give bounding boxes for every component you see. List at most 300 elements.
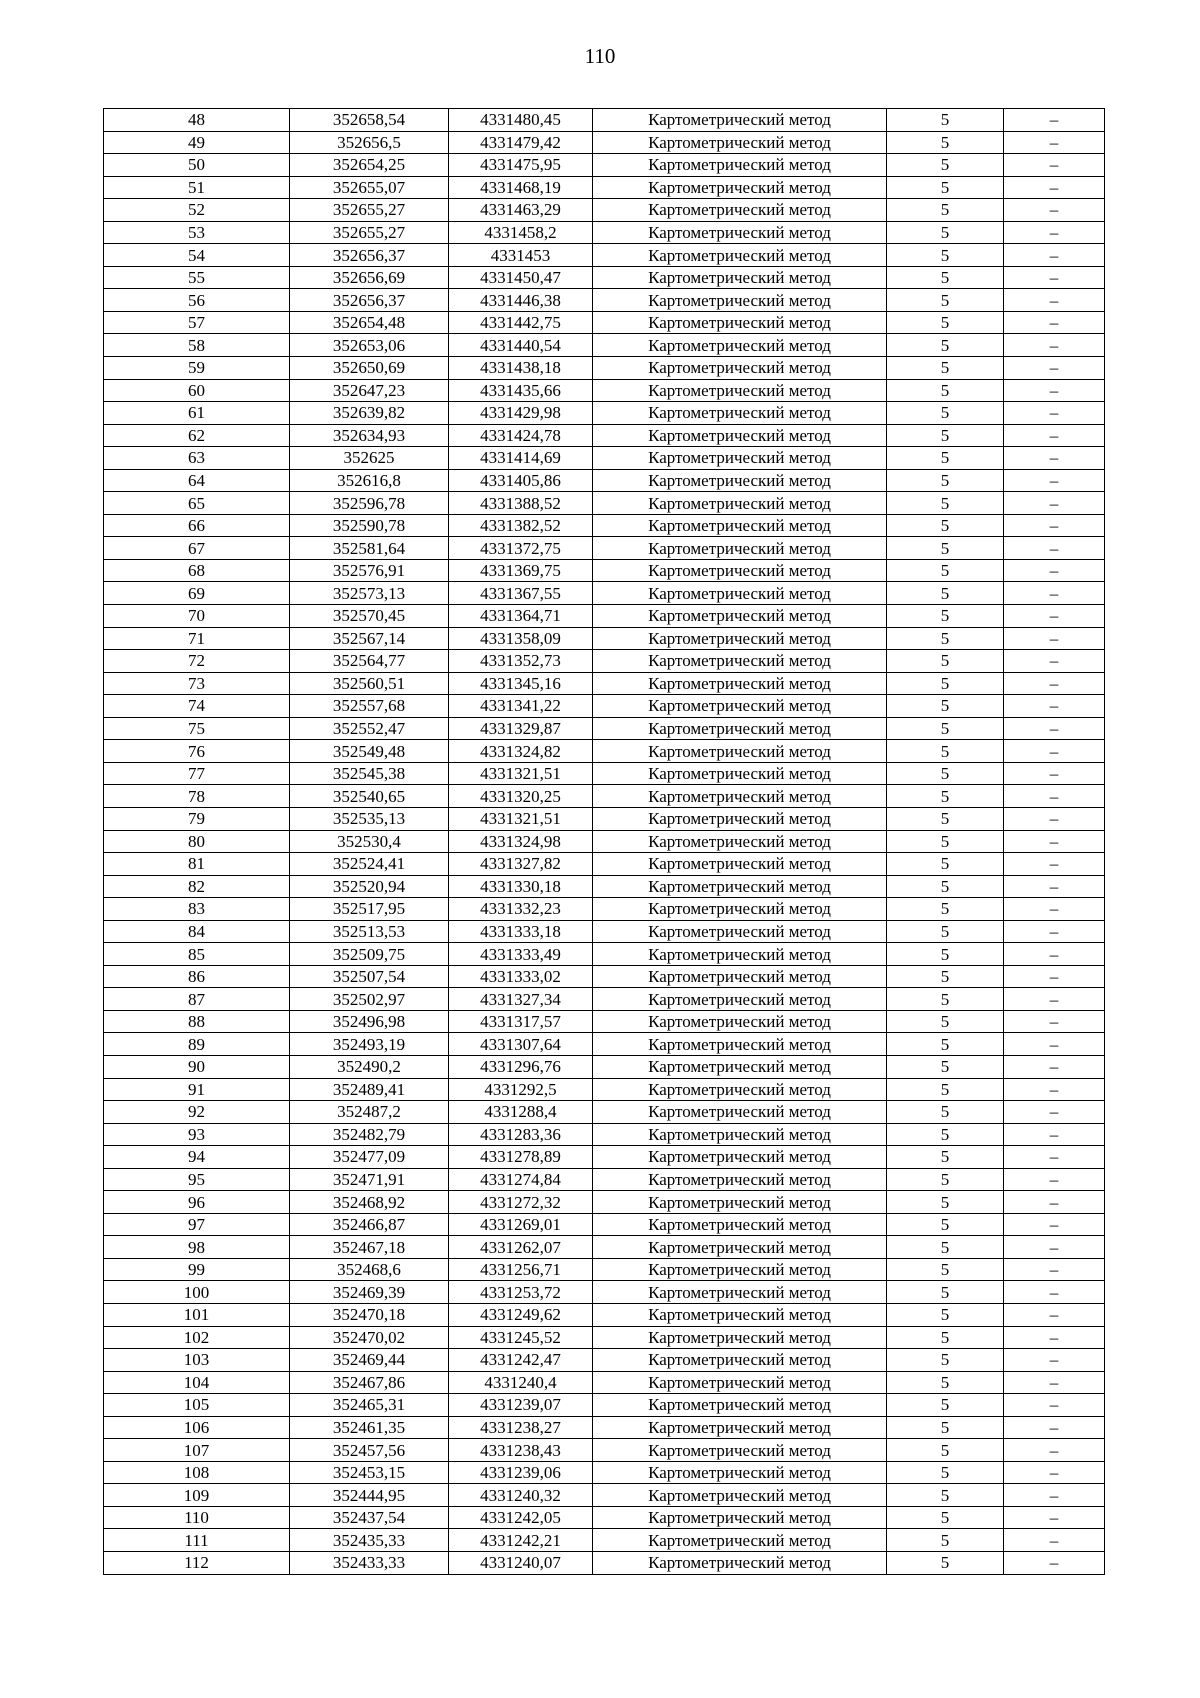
description-cell: –: [1004, 289, 1105, 312]
description-cell: –: [1004, 830, 1105, 853]
y-coordinate-cell: 4331468,19: [449, 176, 593, 199]
description-cell: –: [1004, 672, 1105, 695]
x-coordinate-cell: 352477,09: [290, 1146, 449, 1169]
x-coordinate-cell: 352560,51: [290, 672, 449, 695]
table-row: [104, 334, 1105, 357]
point-number-cell: 88: [104, 1010, 290, 1033]
y-coordinate-cell: 4331317,57: [449, 1010, 593, 1033]
accuracy-cell: 5: [887, 537, 1004, 560]
point-number-cell: 55: [104, 266, 290, 289]
point-number-cell: 63: [104, 447, 290, 470]
point-number-cell: 82: [104, 875, 290, 898]
method-cell: Картометрический метод: [593, 830, 887, 853]
y-coordinate-cell: 4331369,75: [449, 559, 593, 582]
x-coordinate-cell: 352655,07: [290, 176, 449, 199]
accuracy-cell: 5: [887, 672, 1004, 695]
accuracy-cell: 5: [887, 1101, 1004, 1124]
table-row: [104, 266, 1105, 289]
method-cell: Картометрический метод: [593, 605, 887, 628]
accuracy-cell: 5: [887, 1529, 1004, 1552]
y-coordinate-cell: 4331479,42: [449, 131, 593, 154]
x-coordinate-cell: 352468,6: [290, 1258, 449, 1281]
table-body: [104, 109, 1105, 1575]
x-coordinate-cell: 352470,02: [290, 1326, 449, 1349]
x-coordinate-cell: 352650,69: [290, 357, 449, 380]
method-cell: Картометрический метод: [593, 379, 887, 402]
x-coordinate-cell: 352517,95: [290, 898, 449, 921]
y-coordinate-cell: 4331405,86: [449, 469, 593, 492]
table-row: [104, 1394, 1105, 1417]
method-cell: Картометрический метод: [593, 1506, 887, 1529]
accuracy-cell: 5: [887, 605, 1004, 628]
method-cell: Картометрический метод: [593, 943, 887, 966]
description-cell: –: [1004, 785, 1105, 808]
table-row: [104, 1101, 1105, 1124]
method-cell: Картометрический метод: [593, 627, 887, 650]
table-row: [104, 1146, 1105, 1169]
method-cell: Картометрический метод: [593, 537, 887, 560]
x-coordinate-cell: 352469,39: [290, 1281, 449, 1304]
x-coordinate-cell: 352545,38: [290, 762, 449, 785]
x-coordinate-cell: 352444,95: [290, 1484, 449, 1507]
description-cell: –: [1004, 1213, 1105, 1236]
table-row: [104, 1055, 1105, 1078]
description-cell: –: [1004, 447, 1105, 470]
description-cell: –: [1004, 311, 1105, 334]
method-cell: Картометрический метод: [593, 1213, 887, 1236]
x-coordinate-cell: 352435,33: [290, 1529, 449, 1552]
method-cell: Картометрический метод: [593, 469, 887, 492]
x-coordinate-cell: 352549,48: [290, 740, 449, 763]
x-coordinate-cell: 352465,31: [290, 1394, 449, 1417]
x-coordinate-cell: 352470,18: [290, 1303, 449, 1326]
method-cell: Картометрический метод: [593, 1055, 887, 1078]
point-number-cell: 53: [104, 221, 290, 244]
description-cell: –: [1004, 1394, 1105, 1417]
accuracy-cell: 5: [887, 717, 1004, 740]
description-cell: –: [1004, 402, 1105, 425]
description-cell: –: [1004, 1055, 1105, 1078]
y-coordinate-cell: 4331274,84: [449, 1168, 593, 1191]
accuracy-cell: 5: [887, 311, 1004, 334]
method-cell: Картометрический метод: [593, 1236, 887, 1259]
accuracy-cell: 5: [887, 492, 1004, 515]
y-coordinate-cell: 4331320,25: [449, 785, 593, 808]
table-row: [104, 1461, 1105, 1484]
point-number-cell: 72: [104, 650, 290, 673]
method-cell: Картометрический метод: [593, 1191, 887, 1214]
accuracy-cell: 5: [887, 1303, 1004, 1326]
y-coordinate-cell: 4331358,09: [449, 627, 593, 650]
method-cell: Картометрический метод: [593, 650, 887, 673]
x-coordinate-cell: 352509,75: [290, 943, 449, 966]
x-coordinate-cell: 352634,93: [290, 424, 449, 447]
table-row: [104, 1506, 1105, 1529]
description-cell: –: [1004, 1168, 1105, 1191]
y-coordinate-cell: 4331240,07: [449, 1552, 593, 1575]
y-coordinate-cell: 4331242,05: [449, 1506, 593, 1529]
x-coordinate-cell: 352433,33: [290, 1552, 449, 1575]
point-number-cell: 64: [104, 469, 290, 492]
table-row: [104, 154, 1105, 177]
y-coordinate-cell: 4331242,47: [449, 1349, 593, 1372]
table-row: [104, 582, 1105, 605]
method-cell: Картометрический метод: [593, 1349, 887, 1372]
x-coordinate-cell: 352655,27: [290, 221, 449, 244]
point-number-cell: 102: [104, 1326, 290, 1349]
description-cell: –: [1004, 154, 1105, 177]
table-row: [104, 447, 1105, 470]
x-coordinate-cell: 352639,82: [290, 402, 449, 425]
method-cell: Картометрический метод: [593, 357, 887, 380]
table-row: [104, 1484, 1105, 1507]
y-coordinate-cell: 4331458,2: [449, 221, 593, 244]
y-coordinate-cell: 4331240,4: [449, 1371, 593, 1394]
method-cell: Картометрический метод: [593, 582, 887, 605]
point-number-cell: 51: [104, 176, 290, 199]
x-coordinate-cell: 352557,68: [290, 695, 449, 718]
method-cell: Картометрический метод: [593, 131, 887, 154]
x-coordinate-cell: 352596,78: [290, 492, 449, 515]
method-cell: Картометрический метод: [593, 559, 887, 582]
x-coordinate-cell: 352581,64: [290, 537, 449, 560]
point-number-cell: 71: [104, 627, 290, 650]
accuracy-cell: 5: [887, 875, 1004, 898]
x-coordinate-cell: 352524,41: [290, 853, 449, 876]
description-cell: –: [1004, 176, 1105, 199]
table-row: [104, 605, 1105, 628]
method-cell: Картометрический метод: [593, 1371, 887, 1394]
method-cell: Картометрический метод: [593, 199, 887, 222]
description-cell: –: [1004, 1123, 1105, 1146]
method-cell: Картометрический метод: [593, 244, 887, 267]
point-number-cell: 79: [104, 807, 290, 830]
table-row: [104, 199, 1105, 222]
y-coordinate-cell: 4331327,82: [449, 853, 593, 876]
x-coordinate-cell: 352625: [290, 447, 449, 470]
accuracy-cell: 5: [887, 176, 1004, 199]
table-row: [104, 131, 1105, 154]
accuracy-cell: 5: [887, 807, 1004, 830]
accuracy-cell: 5: [887, 1506, 1004, 1529]
x-coordinate-cell: 352573,13: [290, 582, 449, 605]
accuracy-cell: 5: [887, 853, 1004, 876]
x-coordinate-cell: 352653,06: [290, 334, 449, 357]
point-number-cell: 108: [104, 1461, 290, 1484]
accuracy-cell: 5: [887, 1326, 1004, 1349]
point-number-cell: 78: [104, 785, 290, 808]
x-coordinate-cell: 352647,23: [290, 379, 449, 402]
table-row: [104, 943, 1105, 966]
y-coordinate-cell: 4331333,02: [449, 965, 593, 988]
x-coordinate-cell: 352564,77: [290, 650, 449, 673]
point-number-cell: 104: [104, 1371, 290, 1394]
accuracy-cell: 5: [887, 221, 1004, 244]
point-number-cell: 95: [104, 1168, 290, 1191]
accuracy-cell: 5: [887, 1236, 1004, 1259]
y-coordinate-cell: 4331238,27: [449, 1416, 593, 1439]
point-number-cell: 98: [104, 1236, 290, 1259]
method-cell: Картометрический метод: [593, 898, 887, 921]
y-coordinate-cell: 4331283,36: [449, 1123, 593, 1146]
table-row: [104, 176, 1105, 199]
point-number-cell: 103: [104, 1349, 290, 1372]
table-row: [104, 424, 1105, 447]
description-cell: –: [1004, 1461, 1105, 1484]
y-coordinate-cell: 4331296,76: [449, 1055, 593, 1078]
description-cell: –: [1004, 1439, 1105, 1462]
description-cell: –: [1004, 424, 1105, 447]
point-number-cell: 61: [104, 402, 290, 425]
method-cell: Картометрический метод: [593, 1484, 887, 1507]
y-coordinate-cell: 4331367,55: [449, 582, 593, 605]
accuracy-cell: 5: [887, 514, 1004, 537]
method-cell: Картометрический метод: [593, 875, 887, 898]
method-cell: Картометрический метод: [593, 807, 887, 830]
table-row: [104, 379, 1105, 402]
x-coordinate-cell: 352489,41: [290, 1078, 449, 1101]
table-row: [104, 289, 1105, 312]
table-row: [104, 672, 1105, 695]
y-coordinate-cell: 4331414,69: [449, 447, 593, 470]
description-cell: –: [1004, 1326, 1105, 1349]
x-coordinate-cell: 352656,5: [290, 131, 449, 154]
y-coordinate-cell: 4331333,18: [449, 920, 593, 943]
point-number-cell: 74: [104, 695, 290, 718]
accuracy-cell: 5: [887, 695, 1004, 718]
x-coordinate-cell: 352513,53: [290, 920, 449, 943]
table-row: [104, 717, 1105, 740]
table-row: [104, 1078, 1105, 1101]
x-coordinate-cell: 352570,45: [290, 605, 449, 628]
y-coordinate-cell: 4331238,43: [449, 1439, 593, 1462]
accuracy-cell: 5: [887, 898, 1004, 921]
point-number-cell: 60: [104, 379, 290, 402]
y-coordinate-cell: 4331278,89: [449, 1146, 593, 1169]
table-row: [104, 1168, 1105, 1191]
method-cell: Картометрический метод: [593, 717, 887, 740]
point-number-cell: 106: [104, 1416, 290, 1439]
method-cell: Картометрический метод: [593, 289, 887, 312]
y-coordinate-cell: 4331327,34: [449, 988, 593, 1011]
method-cell: Картометрический метод: [593, 785, 887, 808]
table-row: [104, 1303, 1105, 1326]
point-number-cell: 52: [104, 199, 290, 222]
accuracy-cell: 5: [887, 988, 1004, 1011]
y-coordinate-cell: 4331253,72: [449, 1281, 593, 1304]
description-cell: –: [1004, 853, 1105, 876]
y-coordinate-cell: 4331372,75: [449, 537, 593, 560]
table-row: [104, 1349, 1105, 1372]
point-number-cell: 68: [104, 559, 290, 582]
description-cell: –: [1004, 221, 1105, 244]
x-coordinate-cell: 352656,69: [290, 266, 449, 289]
y-coordinate-cell: 4331438,18: [449, 357, 593, 380]
method-cell: Картометрический метод: [593, 1010, 887, 1033]
description-cell: –: [1004, 943, 1105, 966]
y-coordinate-cell: 4331239,06: [449, 1461, 593, 1484]
table-row: [104, 492, 1105, 515]
table-row: [104, 627, 1105, 650]
accuracy-cell: 5: [887, 830, 1004, 853]
x-coordinate-cell: 352540,65: [290, 785, 449, 808]
method-cell: Картометрический метод: [593, 1168, 887, 1191]
table-row: [104, 1258, 1105, 1281]
x-coordinate-cell: 352437,54: [290, 1506, 449, 1529]
point-number-cell: 83: [104, 898, 290, 921]
table-row: [104, 244, 1105, 267]
description-cell: –: [1004, 266, 1105, 289]
point-number-cell: 75: [104, 717, 290, 740]
table-row: [104, 695, 1105, 718]
description-cell: –: [1004, 898, 1105, 921]
method-cell: Картометрический метод: [593, 221, 887, 244]
accuracy-cell: 5: [887, 1146, 1004, 1169]
description-cell: –: [1004, 1146, 1105, 1169]
description-cell: –: [1004, 244, 1105, 267]
y-coordinate-cell: 4331239,07: [449, 1394, 593, 1417]
y-coordinate-cell: 4331345,16: [449, 672, 593, 695]
description-cell: –: [1004, 537, 1105, 560]
table-row: [104, 875, 1105, 898]
description-cell: –: [1004, 1010, 1105, 1033]
description-cell: –: [1004, 379, 1105, 402]
point-number-cell: 59: [104, 357, 290, 380]
description-cell: –: [1004, 1281, 1105, 1304]
method-cell: Картометрический метод: [593, 176, 887, 199]
accuracy-cell: 5: [887, 402, 1004, 425]
point-number-cell: 80: [104, 830, 290, 853]
description-cell: –: [1004, 605, 1105, 628]
table-row: [104, 537, 1105, 560]
method-cell: Картометрический метод: [593, 334, 887, 357]
accuracy-cell: 5: [887, 1394, 1004, 1417]
table-row: [104, 1236, 1105, 1259]
x-coordinate-cell: 352654,25: [290, 154, 449, 177]
description-cell: –: [1004, 1101, 1105, 1124]
accuracy-cell: 5: [887, 447, 1004, 470]
method-cell: Картометрический метод: [593, 695, 887, 718]
y-coordinate-cell: 4331262,07: [449, 1236, 593, 1259]
y-coordinate-cell: 4331321,51: [449, 807, 593, 830]
x-coordinate-cell: 352658,54: [290, 109, 449, 132]
point-number-cell: 94: [104, 1146, 290, 1169]
y-coordinate-cell: 4331440,54: [449, 334, 593, 357]
method-cell: Картометрический метод: [593, 1258, 887, 1281]
table-row: [104, 1416, 1105, 1439]
accuracy-cell: 5: [887, 424, 1004, 447]
method-cell: Картометрический метод: [593, 1394, 887, 1417]
x-coordinate-cell: 352502,97: [290, 988, 449, 1011]
accuracy-cell: 5: [887, 469, 1004, 492]
table-row: [104, 762, 1105, 785]
page-number: 110: [584, 44, 616, 68]
x-coordinate-cell: 352567,14: [290, 627, 449, 650]
point-number-cell: 85: [104, 943, 290, 966]
method-cell: Картометрический метод: [593, 672, 887, 695]
description-cell: –: [1004, 1258, 1105, 1281]
point-number-cell: 93: [104, 1123, 290, 1146]
point-number-cell: 70: [104, 605, 290, 628]
x-coordinate-cell: 352507,54: [290, 965, 449, 988]
x-coordinate-cell: 352457,56: [290, 1439, 449, 1462]
method-cell: Картометрический метод: [593, 1033, 887, 1056]
accuracy-cell: 5: [887, 1461, 1004, 1484]
table-row: [104, 402, 1105, 425]
accuracy-cell: 5: [887, 1168, 1004, 1191]
accuracy-cell: 5: [887, 1484, 1004, 1507]
description-cell: –: [1004, 582, 1105, 605]
x-coordinate-cell: 352655,27: [290, 199, 449, 222]
description-cell: –: [1004, 469, 1105, 492]
point-number-cell: 92: [104, 1101, 290, 1124]
description-cell: –: [1004, 492, 1105, 515]
method-cell: Картометрический метод: [593, 1461, 887, 1484]
description-cell: –: [1004, 740, 1105, 763]
accuracy-cell: 5: [887, 289, 1004, 312]
description-cell: –: [1004, 1078, 1105, 1101]
point-number-cell: 73: [104, 672, 290, 695]
x-coordinate-cell: 352482,79: [290, 1123, 449, 1146]
description-cell: –: [1004, 695, 1105, 718]
point-number-cell: 97: [104, 1213, 290, 1236]
accuracy-cell: 5: [887, 1055, 1004, 1078]
x-coordinate-cell: 352493,19: [290, 1033, 449, 1056]
y-coordinate-cell: 4331352,73: [449, 650, 593, 673]
x-coordinate-cell: 352469,44: [290, 1349, 449, 1372]
y-coordinate-cell: 4331453: [449, 244, 593, 267]
point-number-cell: 57: [104, 311, 290, 334]
y-coordinate-cell: 4331288,4: [449, 1101, 593, 1124]
accuracy-cell: 5: [887, 154, 1004, 177]
accuracy-cell: 5: [887, 1416, 1004, 1439]
description-cell: –: [1004, 1371, 1105, 1394]
method-cell: Картометрический метод: [593, 154, 887, 177]
description-cell: –: [1004, 650, 1105, 673]
y-coordinate-cell: 4331245,52: [449, 1326, 593, 1349]
y-coordinate-cell: 4331382,52: [449, 514, 593, 537]
accuracy-cell: 5: [887, 650, 1004, 673]
x-coordinate-cell: 352496,98: [290, 1010, 449, 1033]
y-coordinate-cell: 4331463,29: [449, 199, 593, 222]
accuracy-cell: 5: [887, 1552, 1004, 1575]
x-coordinate-cell: 352487,2: [290, 1101, 449, 1124]
description-cell: –: [1004, 131, 1105, 154]
table-row: [104, 1281, 1105, 1304]
point-number-cell: 87: [104, 988, 290, 1011]
method-cell: Картометрический метод: [593, 1552, 887, 1575]
accuracy-cell: 5: [887, 1439, 1004, 1462]
x-coordinate-cell: 352530,4: [290, 830, 449, 853]
description-cell: –: [1004, 875, 1105, 898]
method-cell: Картометрический метод: [593, 1146, 887, 1169]
table-row: [104, 920, 1105, 943]
accuracy-cell: 5: [887, 1033, 1004, 1056]
y-coordinate-cell: 4331446,38: [449, 289, 593, 312]
table-row: [104, 514, 1105, 537]
x-coordinate-cell: 352590,78: [290, 514, 449, 537]
y-coordinate-cell: 4331442,75: [449, 311, 593, 334]
accuracy-cell: 5: [887, 1010, 1004, 1033]
y-coordinate-cell: 4331240,32: [449, 1484, 593, 1507]
x-coordinate-cell: 352656,37: [290, 289, 449, 312]
y-coordinate-cell: 4331324,82: [449, 740, 593, 763]
table-row: [104, 898, 1105, 921]
y-coordinate-cell: 4331324,98: [449, 830, 593, 853]
method-cell: Картометрический метод: [593, 266, 887, 289]
y-coordinate-cell: 4331364,71: [449, 605, 593, 628]
x-coordinate-cell: 352535,13: [290, 807, 449, 830]
